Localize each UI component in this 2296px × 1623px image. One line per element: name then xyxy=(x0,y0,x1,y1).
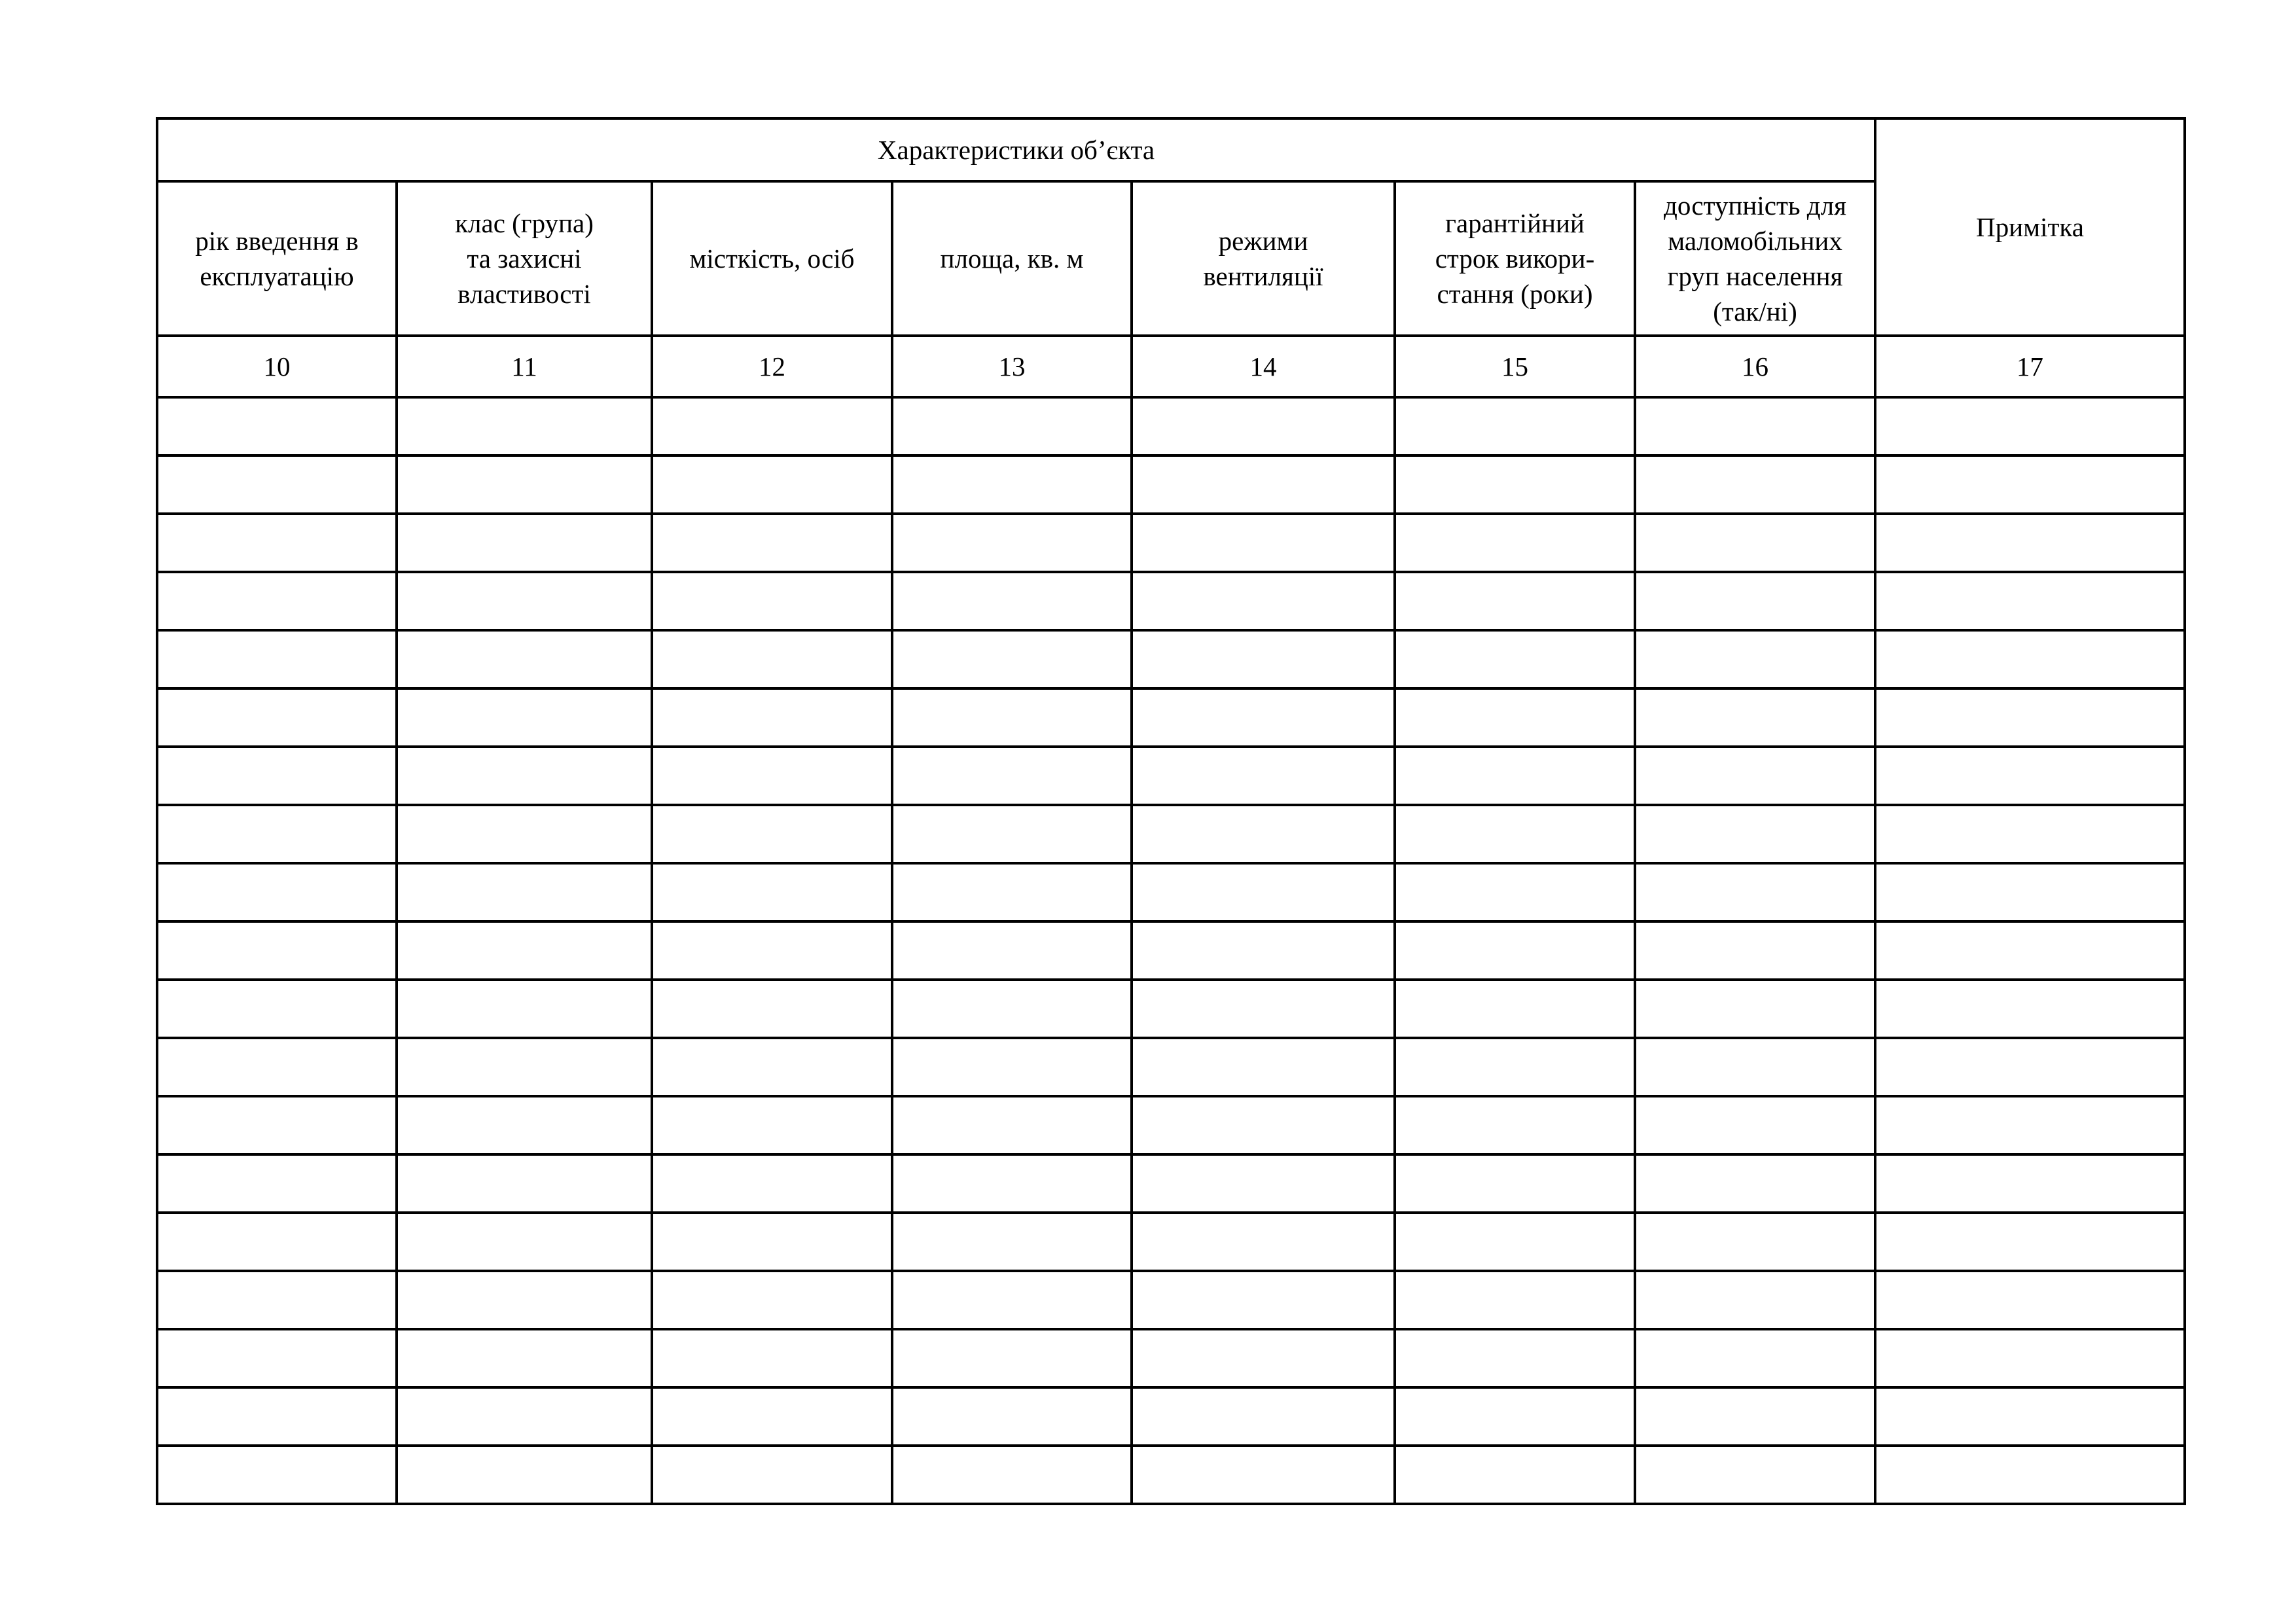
table-cell xyxy=(652,921,892,980)
table-cell xyxy=(652,1096,892,1154)
table-cell xyxy=(1395,572,1635,630)
table-cell xyxy=(1395,863,1635,921)
table-cell xyxy=(892,921,1132,980)
table-cell xyxy=(1395,1213,1635,1271)
table-cell xyxy=(1875,747,2185,805)
table-cell xyxy=(1635,572,1875,630)
table-cell xyxy=(397,921,652,980)
table-cell xyxy=(652,1154,892,1213)
table-cell xyxy=(157,1038,397,1096)
table-body xyxy=(157,397,2185,1504)
table-cell xyxy=(652,863,892,921)
table-cell xyxy=(1395,688,1635,747)
table-cell xyxy=(397,514,652,572)
table-cell xyxy=(1395,630,1635,688)
table-cell xyxy=(892,1154,1132,1213)
table-cell xyxy=(397,397,652,455)
table-cell xyxy=(1635,1096,1875,1154)
table-cell xyxy=(1875,688,2185,747)
group-header-title: Характеристики об’єкта xyxy=(877,134,1155,165)
table-cell xyxy=(397,455,652,514)
column-number: 13 xyxy=(892,336,1132,397)
table-cell xyxy=(1875,1271,2185,1329)
column-header-area: площа, кв. м xyxy=(892,181,1132,336)
table-cell xyxy=(397,1154,652,1213)
table-cell xyxy=(892,1329,1132,1387)
table-cell xyxy=(1875,1096,2185,1154)
table-cell xyxy=(892,572,1132,630)
table-cell xyxy=(1395,1154,1635,1213)
table-cell xyxy=(1635,921,1875,980)
table-cell xyxy=(1132,688,1395,747)
table-cell xyxy=(1132,1154,1395,1213)
table-cell xyxy=(652,1329,892,1387)
table-row xyxy=(157,921,2185,980)
table-cell xyxy=(892,630,1132,688)
column-number: 10 xyxy=(157,336,397,397)
table-cell xyxy=(397,630,652,688)
table-cell xyxy=(157,1096,397,1154)
group-header-cell xyxy=(157,118,1875,181)
table-row xyxy=(157,572,2185,630)
table-row xyxy=(157,397,2185,455)
table-cell xyxy=(1875,397,2185,455)
table-cell xyxy=(1635,1446,1875,1504)
table-row xyxy=(157,747,2185,805)
table-row xyxy=(157,1271,2185,1329)
table-header xyxy=(157,118,2185,397)
table-cell xyxy=(157,863,397,921)
table-cell xyxy=(157,1446,397,1504)
table-row xyxy=(157,688,2185,747)
table-cell xyxy=(157,455,397,514)
group-header-row xyxy=(157,118,2185,181)
table-cell xyxy=(652,514,892,572)
table-cell xyxy=(1875,1154,2185,1213)
table-cell xyxy=(1132,630,1395,688)
table-cell xyxy=(652,805,892,863)
table-cell xyxy=(1635,1271,1875,1329)
note-header-title: Примітка xyxy=(1976,211,2084,242)
table-cell xyxy=(1875,805,2185,863)
table-cell xyxy=(1875,630,2185,688)
table-cell xyxy=(1395,1446,1635,1504)
table-cell xyxy=(157,514,397,572)
table-cell xyxy=(1132,980,1395,1038)
table-cell xyxy=(652,397,892,455)
table-cell xyxy=(652,572,892,630)
note-header-cell xyxy=(1875,118,2185,336)
table-row xyxy=(157,630,2185,688)
table-cell xyxy=(157,630,397,688)
table-row xyxy=(157,980,2185,1038)
table-cell xyxy=(1132,514,1395,572)
table-cell xyxy=(892,1213,1132,1271)
column-number: 11 xyxy=(397,336,652,397)
table-cell xyxy=(397,1446,652,1504)
table-cell xyxy=(397,747,652,805)
table-cell xyxy=(157,805,397,863)
column-number: 15 xyxy=(1395,336,1635,397)
table-cell xyxy=(1875,455,2185,514)
table-cell xyxy=(892,1038,1132,1096)
table-cell xyxy=(1395,1387,1635,1446)
table-cell xyxy=(1635,1213,1875,1271)
table-cell xyxy=(1395,747,1635,805)
table-cell xyxy=(1395,514,1635,572)
table-cell xyxy=(652,1446,892,1504)
table-cell xyxy=(1395,980,1635,1038)
table-cell xyxy=(1395,1096,1635,1154)
table-cell xyxy=(157,1213,397,1271)
column-header-accessibility: доступність для маломобільних груп населення (так/ні) xyxy=(1635,181,1875,336)
table-cell xyxy=(652,688,892,747)
table-cell xyxy=(1635,863,1875,921)
table-cell xyxy=(1635,1038,1875,1096)
table-cell xyxy=(652,630,892,688)
table-cell xyxy=(157,572,397,630)
table-cell xyxy=(892,688,1132,747)
table-cell xyxy=(652,1213,892,1271)
table-cell xyxy=(892,1271,1132,1329)
table-cell xyxy=(1635,397,1875,455)
table-cell xyxy=(1875,921,2185,980)
table-cell xyxy=(157,980,397,1038)
table-cell xyxy=(652,1271,892,1329)
table-cell xyxy=(1635,455,1875,514)
table-row xyxy=(157,1446,2185,1504)
table-cell xyxy=(397,1096,652,1154)
table-cell xyxy=(1132,1387,1395,1446)
table-cell xyxy=(1635,630,1875,688)
table-cell xyxy=(1875,1038,2185,1096)
table-cell xyxy=(1395,397,1635,455)
table-cell xyxy=(157,1387,397,1446)
table-cell xyxy=(1395,805,1635,863)
column-header-protection-class: клас (група) та захисні властивості xyxy=(397,181,652,336)
table-cell xyxy=(1132,1446,1395,1504)
table-cell xyxy=(397,1038,652,1096)
table-cell xyxy=(1132,747,1395,805)
column-header-ventilation-modes: режими вентиляції xyxy=(1132,181,1395,336)
table-row xyxy=(157,1154,2185,1213)
table-row xyxy=(157,805,2185,863)
table-cell xyxy=(1635,1329,1875,1387)
table-cell xyxy=(397,1329,652,1387)
table-cell xyxy=(892,747,1132,805)
table-cell xyxy=(1132,805,1395,863)
table-cell xyxy=(157,397,397,455)
table-cell xyxy=(1635,980,1875,1038)
table-cell xyxy=(157,1271,397,1329)
table-cell xyxy=(1395,921,1635,980)
table-cell xyxy=(892,1446,1132,1504)
table-cell xyxy=(1132,1213,1395,1271)
table-row xyxy=(157,863,2185,921)
table-cell xyxy=(397,1213,652,1271)
table-cell xyxy=(1395,455,1635,514)
table-cell xyxy=(157,1154,397,1213)
table-cell xyxy=(1132,1038,1395,1096)
column-number-row xyxy=(157,336,2185,397)
table-cell xyxy=(1875,980,2185,1038)
table-cell xyxy=(397,572,652,630)
table-cell xyxy=(1875,1329,2185,1387)
table-cell xyxy=(157,747,397,805)
table-cell xyxy=(1132,1271,1395,1329)
register-table xyxy=(156,117,2186,1505)
table-cell xyxy=(397,1387,652,1446)
column-header-commissioning-year: рік введення в експлуатацію xyxy=(157,181,397,336)
table-row xyxy=(157,1213,2185,1271)
table-cell xyxy=(1875,572,2185,630)
column-number: 17 xyxy=(1875,336,2185,397)
table-cell xyxy=(397,863,652,921)
table-row xyxy=(157,514,2185,572)
table-cell xyxy=(652,980,892,1038)
table-row xyxy=(157,1387,2185,1446)
table-cell xyxy=(157,688,397,747)
column-number: 14 xyxy=(1132,336,1395,397)
table-cell xyxy=(1395,1329,1635,1387)
table-cell xyxy=(1132,1329,1395,1387)
table-cell xyxy=(1635,514,1875,572)
table-cell xyxy=(652,747,892,805)
table-row xyxy=(157,1096,2185,1154)
table-cell xyxy=(397,1271,652,1329)
table-cell xyxy=(892,863,1132,921)
table-cell xyxy=(652,1387,892,1446)
table-cell xyxy=(1875,1387,2185,1446)
table-cell xyxy=(397,805,652,863)
table-cell xyxy=(892,397,1132,455)
table-cell xyxy=(652,455,892,514)
table-cell xyxy=(1395,1038,1635,1096)
column-number: 16 xyxy=(1635,336,1875,397)
table-row xyxy=(157,455,2185,514)
table-cell xyxy=(1132,455,1395,514)
column-number: 12 xyxy=(652,336,892,397)
table-cell xyxy=(397,688,652,747)
table-cell xyxy=(1132,921,1395,980)
column-header-capacity: місткість, осіб xyxy=(652,181,892,336)
table-cell xyxy=(1875,514,2185,572)
table-cell xyxy=(892,1387,1132,1446)
column-header-warranty-period: гарантійний строк викори- стання (роки) xyxy=(1395,181,1635,336)
table-cell xyxy=(1875,863,2185,921)
table-cell xyxy=(157,921,397,980)
table-cell xyxy=(1635,747,1875,805)
table-row xyxy=(157,1038,2185,1096)
table-row xyxy=(157,1329,2185,1387)
table-cell xyxy=(1635,1154,1875,1213)
table-cell xyxy=(397,980,652,1038)
table-cell xyxy=(1875,1446,2185,1504)
table-cell xyxy=(1395,1271,1635,1329)
table-cell xyxy=(892,514,1132,572)
table-cell xyxy=(1132,1096,1395,1154)
table-cell xyxy=(892,455,1132,514)
table-cell xyxy=(1635,688,1875,747)
table-cell xyxy=(1635,1387,1875,1446)
table-cell xyxy=(652,1038,892,1096)
table-cell xyxy=(892,1096,1132,1154)
table-cell xyxy=(1132,397,1395,455)
table-cell xyxy=(1875,1213,2185,1271)
table-cell xyxy=(1132,572,1395,630)
table-cell xyxy=(1635,805,1875,863)
table-cell xyxy=(1132,863,1395,921)
table-cell xyxy=(892,980,1132,1038)
table-cell xyxy=(892,805,1132,863)
table-cell xyxy=(157,1329,397,1387)
